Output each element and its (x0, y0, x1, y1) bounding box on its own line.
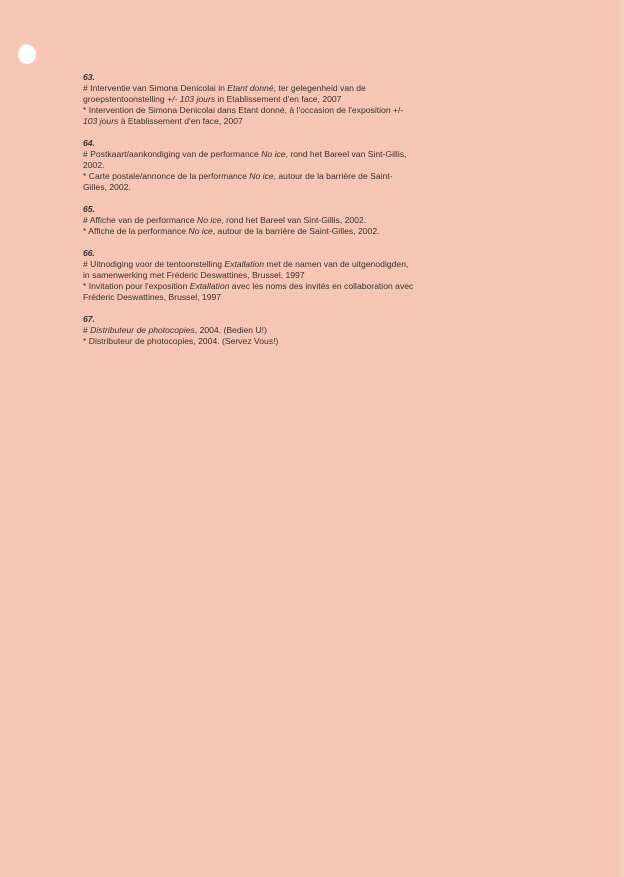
entry-line (83, 105, 463, 116)
catalog-entry (83, 248, 463, 303)
entry-line (83, 171, 463, 182)
entry-line (83, 226, 463, 237)
italic-title: No ice (261, 149, 286, 159)
entry-line (83, 270, 463, 281)
text-segment: , 2004. (Bedien U!) (194, 325, 267, 335)
entry-line (83, 336, 463, 347)
entry-number: 66. (83, 248, 95, 258)
text-segment: , ter gelegenheid van de (273, 83, 366, 93)
catalog-entry (83, 314, 463, 347)
italic-title: Distributeur de photocopies (90, 325, 195, 335)
text-segment: , autour de la barrière de Saint-Gilles, 2002. (212, 226, 380, 236)
italic-title: 103 jours (83, 116, 119, 126)
entry-line (83, 281, 463, 292)
italic-title: +/- 103 jours (167, 94, 216, 104)
entry-number: 67. (83, 314, 95, 324)
text-segment: # Uitnodiging voor de tentoonstelling (83, 259, 225, 269)
text-segment: , rond het Bareel van Sint-Gillis, 2002. (221, 215, 367, 225)
italic-title: Etant donné (227, 83, 274, 93)
text-segment: , autour de la barrière de Saint- (273, 171, 393, 181)
punch-hole (18, 44, 36, 64)
entry-line (83, 149, 463, 160)
text-segment: * Carte postale/annonce de la performance (83, 171, 250, 181)
text-segment: in Etablissement d'en face, 2007 (215, 94, 342, 104)
italic-title: No ice (249, 171, 274, 181)
entry-line (83, 116, 463, 127)
entry-number: 64. (83, 138, 95, 148)
entry-number: 63. (83, 72, 95, 82)
text-segment: groepstentoonstelling (83, 94, 168, 104)
catalog-entry (83, 138, 463, 193)
text-segment: met de namen van de uitgenodigden, (264, 259, 409, 269)
text-segment: * Distributeur de photocopies, 2004. (Servez Vous!) (83, 336, 279, 346)
text-segment: Gilles, 2002. (83, 182, 131, 192)
text-segment: avec les noms des invités en collaboration avec (229, 281, 414, 291)
italic-title: Extallation (224, 259, 265, 269)
text-segment: * Affiche de la performance (83, 226, 189, 236)
text-segment: * Invitation pour l'exposition (83, 281, 190, 291)
catalog-entry (83, 72, 463, 127)
entry-line (83, 215, 463, 226)
entry-line (83, 325, 463, 336)
text-segment: Fréderic Deswattines, Brussel, 1997 (83, 292, 222, 302)
text-segment: # Affiche van de performance (83, 215, 198, 225)
entry-line (83, 83, 463, 94)
text-segment: , rond het Bareel van Sint-Gillis, (285, 149, 407, 159)
entry-line (83, 94, 463, 105)
entry-line (83, 160, 463, 171)
italic-title: Extallation (189, 281, 230, 291)
italic-title: No ice (188, 226, 213, 236)
document-body (83, 72, 463, 358)
entry-line (83, 292, 463, 303)
text-segment: # Interventie van Simona Denicolai in (83, 83, 228, 93)
entry-line (83, 182, 463, 193)
entry-line (83, 259, 463, 270)
italic-title: No ice (197, 215, 222, 225)
text-segment: in samenwerking met Fréderic Deswattines, Brussel, 1997 (83, 270, 305, 280)
entry-number: 65. (83, 204, 95, 214)
page-edge (618, 0, 624, 877)
text-segment: * Intervention de Simona Denicolai dans Etant donné, à l'occasion de l'exposition +/- (83, 105, 404, 115)
text-segment: # Postkaart/aankondiging van de performance (83, 149, 262, 159)
text-segment: à Etablissement d'en face, 2007 (118, 116, 243, 126)
catalog-entry (83, 204, 463, 237)
text-segment: # (83, 325, 91, 335)
text-segment: 2002. (83, 160, 105, 170)
